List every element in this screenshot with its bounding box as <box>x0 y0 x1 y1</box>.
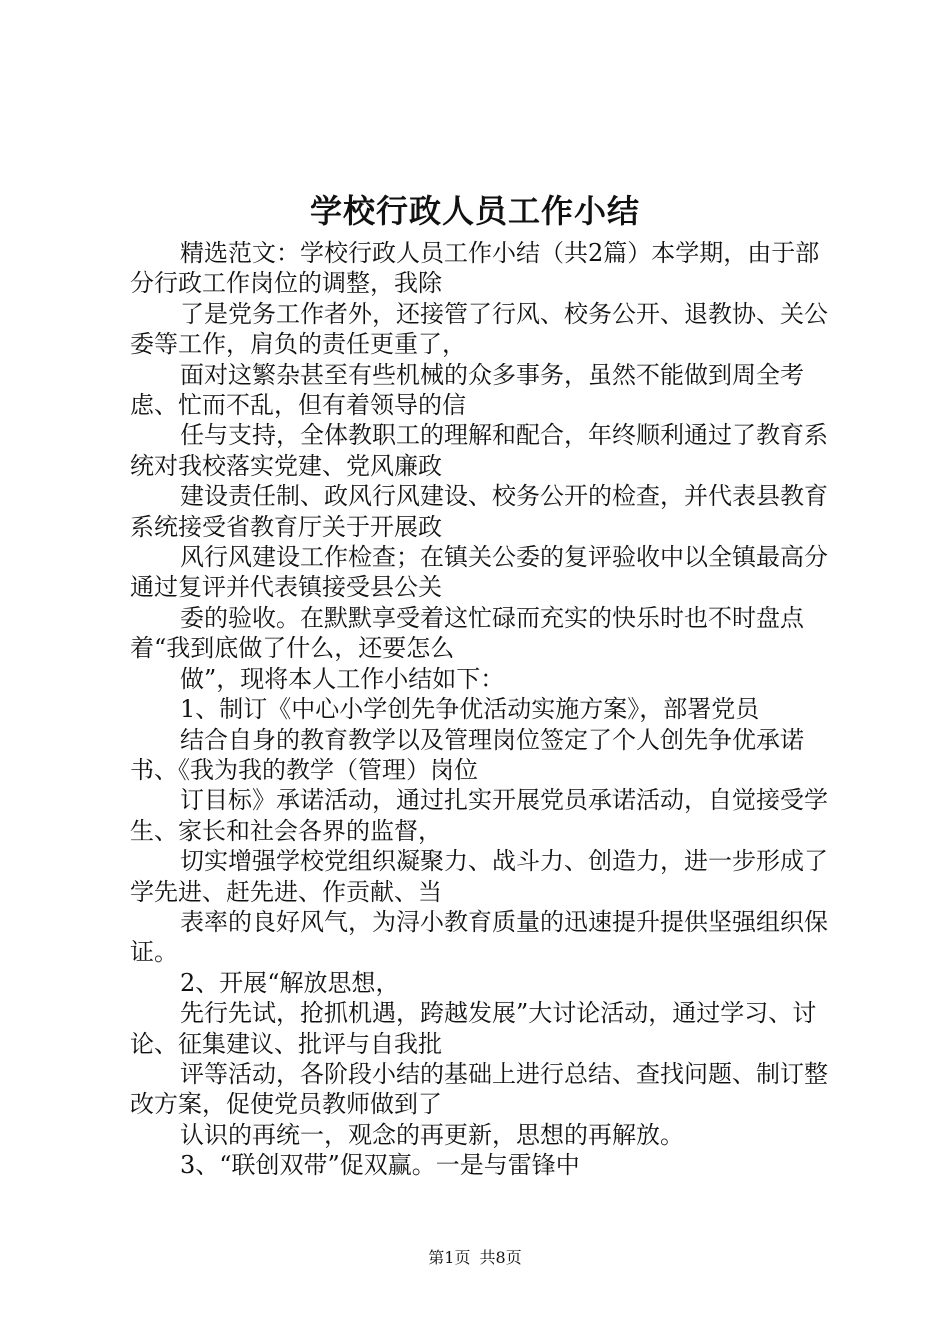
page-number: 第1页 <box>428 1248 471 1267</box>
paragraph: 评等活动，各阶段小结的基础上进行总结、查找问题、制订整改方案，促使党员教师做到了 <box>130 1059 828 1119</box>
paragraph: 面对这繁杂甚至有些机械的众多事务，虽然不能做到周全考虑、忙而不乱，但有着领导的信 <box>130 360 804 420</box>
paragraph: 1、制订《中心小学创先争优活动实施方案》，部署党员 <box>180 695 760 724</box>
paragraph: 风行风建设工作检查；在镇关公委的复评验收中以全镇最高分通过复评并代表镇接受县公关 <box>130 543 828 602</box>
page-footer <box>0 1245 950 1268</box>
paragraph: 建设责任制、政风行风建设、校务公开的检查，并代表县教育系统接受省教育厅关于开展政 <box>130 482 828 541</box>
paragraph: 3、“联创双带”促双赢。一是与雷锋中 <box>180 1151 580 1180</box>
paragraph: 了是党务工作者外，还接管了行风、校务公开、退教协、关公委等工作，肩负的责任更重了， <box>130 299 828 359</box>
paragraph: 先行先试，抢抓机遇，跨越发展”大讨论活动，通过学习、讨论、征集建议、批评与自我批 <box>130 999 817 1058</box>
paragraph: 做”，现将本人工作小结如下： <box>180 664 505 693</box>
paragraph: 委的验收。在默默享受着这忙碌而充实的快乐时也不时盘点着“我到底做了什么，还要怎么 <box>130 603 804 663</box>
paragraph: 表率的良好风气，为浔小教育质量的迅速提升提供坚强组织保证。 <box>130 907 828 967</box>
paragraph: 订目标》承诺活动，通过扎实开展党员承诺活动，自觉接受学生、家长和社会各界的监督， <box>130 786 828 845</box>
paragraph: 切实增强学校党组织凝聚力、战斗力、创造力，进一步形成了学先进、赶先进、作贡献、当 <box>130 847 828 906</box>
paragraph: 结合自身的教育教学以及管理岗位签定了个人创先争优承诺书、《我为我的教学（管理）岗位 <box>130 725 804 784</box>
page-total: 共8页 <box>479 1248 522 1267</box>
paragraph: 2、开展“解放思想， <box>180 968 400 997</box>
paragraph: 认识的再统一，观念的再更新，思想的再解放。 <box>180 1120 684 1149</box>
paragraph: 精选范文：学校行政人员工作小结（共2篇）本学期，由于部分行政工作岗位的调整，我除 <box>130 239 820 298</box>
document-title: 学校行政人员工作小结 <box>309 192 640 230</box>
paragraph: 任与支持，全体教职工的理解和配合，年终顺利通过了教育系统对我校落实党建、党风廉政 <box>130 421 828 480</box>
document-body <box>130 238 836 1181</box>
